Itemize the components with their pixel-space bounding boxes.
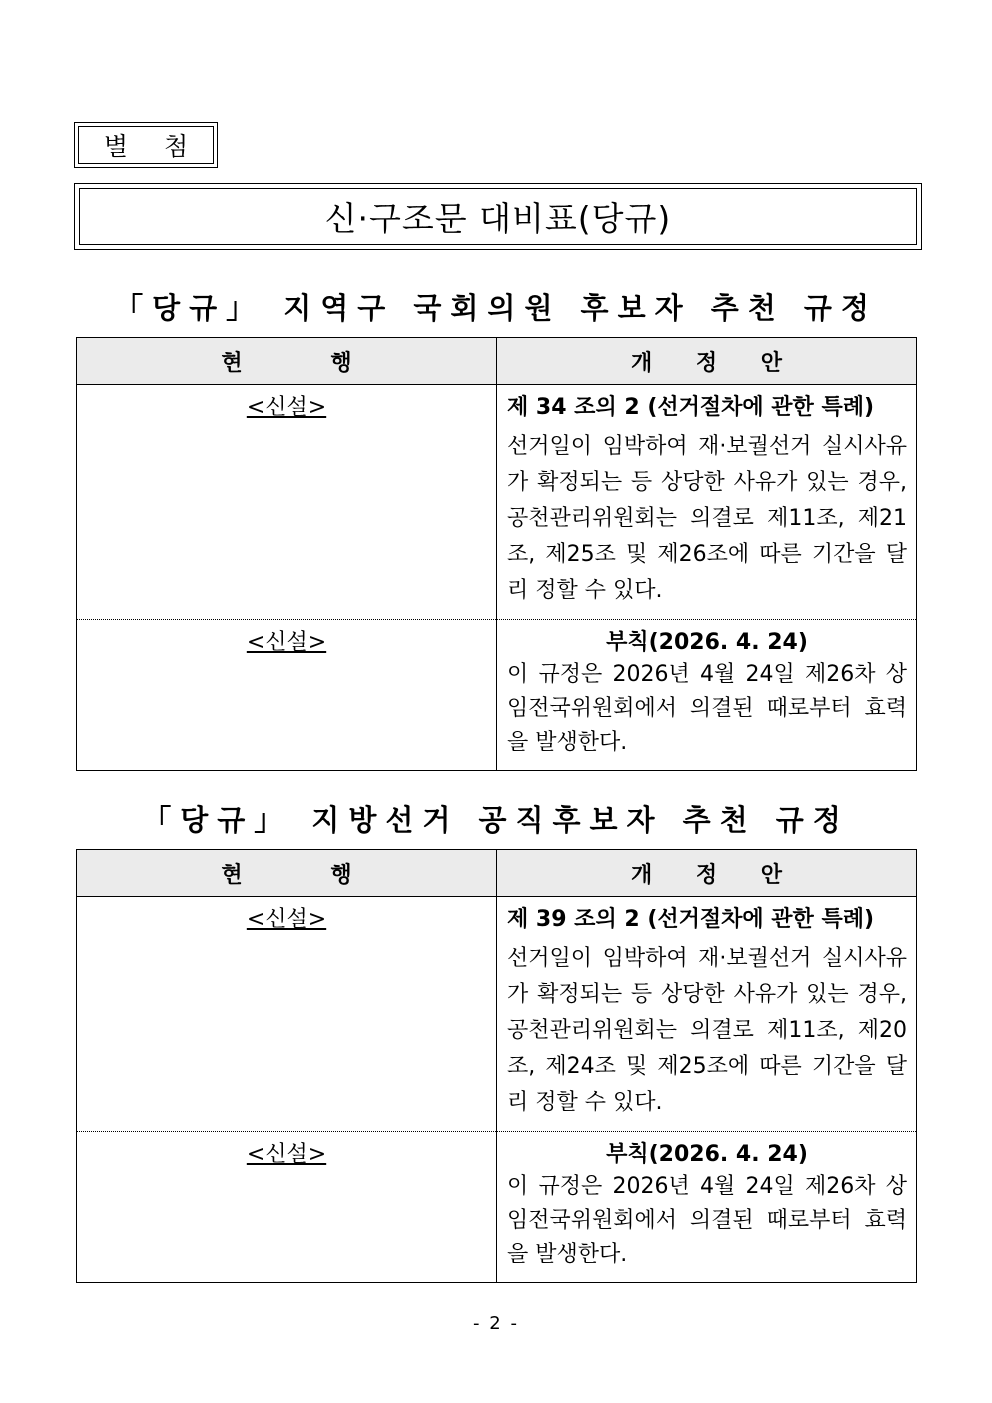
revised-cell — [497, 897, 917, 1132]
current-cell — [77, 620, 497, 771]
table-header-row — [77, 338, 917, 385]
current-cell — [77, 897, 497, 1132]
section-title: 「당규」 지역구 국회의원 후보자 추천 규정 — [114, 291, 878, 325]
current-cell — [77, 385, 497, 620]
comparison-table — [76, 849, 917, 1283]
addenda-body: 이 규정은 2026년 4월 24일 제26차 상임전국위원회에서 의결된 때로부터 효력을 발생한다. — [507, 662, 907, 755]
table-row — [77, 385, 917, 620]
document-title: 신·구조문 대비표(당규) — [79, 188, 917, 245]
new-provision-label: <신설> — [246, 395, 327, 420]
new-provision-label: <신설> — [246, 630, 327, 655]
page-number: - 2 - — [473, 1313, 519, 1334]
table-row — [77, 620, 917, 771]
attachment-label: 별 첨 — [78, 126, 214, 164]
revised-cell — [497, 385, 917, 620]
new-provision-label: <신설> — [246, 907, 327, 932]
table-header-row — [77, 850, 917, 897]
addenda-heading: 부칙(2026. 4. 24) — [606, 1142, 808, 1167]
section-title: 「당규」 지방선거 공직후보자 추천 규정 — [142, 803, 850, 837]
article-body: 선거일이 임박하여 재·보궐선거 실시사유가 확정되는 등 상당한 사유가 있는 경우, 공천관리위원회는 의결로 제11조, 제20조, 제24조 및 제25조에 따른 기간을 달리 정할 수 있다. — [507, 946, 907, 1115]
table-row — [77, 1132, 917, 1283]
article-body: 선거일이 임박하여 재·보궐선거 실시사유가 확정되는 등 상당한 사유가 있는 경우, 공천관리위원회는 의결로 제11조, 제21조, 제25조 및 제26조에 따른 기간을 달리 정할 수 있다. — [507, 434, 907, 603]
column-header-revised: 개 정 안 — [497, 850, 917, 897]
new-provision-label: <신설> — [246, 1142, 327, 1167]
article-heading: 제 39 조의 2 (선거절차에 관한 특례) — [507, 907, 875, 932]
addenda-heading: 부칙(2026. 4. 24) — [606, 630, 808, 655]
column-header-current: 현 행 — [77, 850, 497, 897]
comparison-table — [76, 337, 917, 771]
column-header-current: 현 행 — [77, 338, 497, 385]
column-header-revised: 개 정 안 — [497, 338, 917, 385]
addenda-body: 이 규정은 2026년 4월 24일 제26차 상임전국위원회에서 의결된 때로부터 효력을 발생한다. — [507, 1174, 907, 1267]
attachment-label-box — [74, 122, 218, 168]
table-row — [77, 897, 917, 1132]
revised-cell — [497, 620, 917, 771]
current-cell — [77, 1132, 497, 1283]
article-heading: 제 34 조의 2 (선거절차에 관한 특례) — [507, 395, 875, 420]
revised-cell — [497, 1132, 917, 1283]
document-title-box — [74, 183, 922, 250]
